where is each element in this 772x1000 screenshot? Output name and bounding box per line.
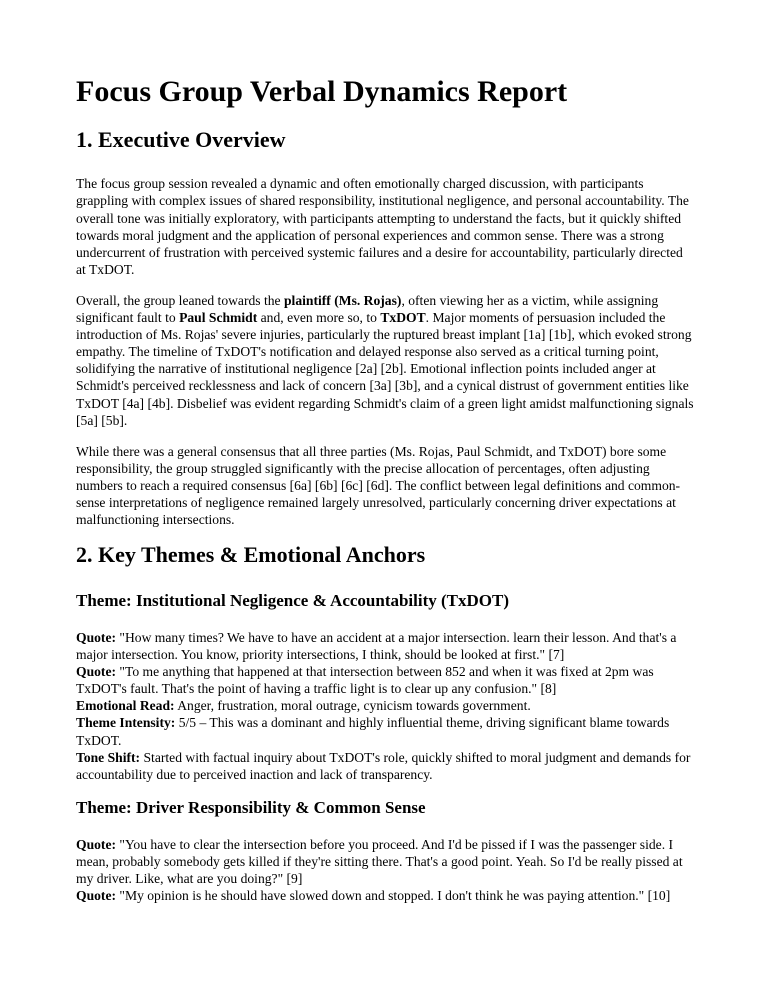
theme-heading-institutional-negligence: Theme: Institutional Negligence & Accountability (TxDOT) [76, 590, 510, 610]
quote-line [76, 836, 696, 887]
quote-label: Quote: [76, 629, 117, 645]
quote-text: "To me anything that happened at that intersection between 852 and when it was fixed at 2pm was TxDOT's fault. That's the point of having a traffic light is to clear up any confusion." [8] [76, 664, 654, 697]
quote-label: Quote: [76, 664, 117, 680]
theme-intensity-label: Theme Intensity: [76, 715, 176, 731]
bold-txdot: TxDOT [380, 310, 426, 326]
bold-paul-schmidt: Paul Schmidt [179, 310, 258, 326]
theme-intensity-text: 5/5 – This was a dominant and highly influential theme, driving significant blame towards TxDOT. [76, 715, 670, 748]
quote-line [76, 887, 696, 904]
tone-shift-text: Started with factual inquiry about TxDOT's role, quickly shifted to moral judgment and demands for accountability due to perceived inaction and lack of transparency. [76, 749, 691, 782]
emotional-read-text: Anger, frustration, moral outrage, cynicism towards government. [174, 698, 531, 714]
tone-shift-label: Tone Shift: [76, 749, 141, 765]
emotional-read-line [76, 697, 696, 714]
quote-text: "You have to clear the intersection before you proceed. And I'd be pissed if I was the passenger side. I mean, probably somebody gets killed if they're sitting there. That's a good point. Yeah. So I'd be really pissed at my driver. Like, what are you doing?" [9] [76, 837, 683, 887]
theme-details-driver-responsibility [76, 836, 696, 904]
emotional-read-label: Emotional Read: [76, 698, 175, 714]
section-heading-key-themes: 2. Key Themes & Emotional Anchors [76, 542, 426, 568]
bold-plaintiff: plaintiff (Ms. Rojas) [284, 292, 402, 308]
quote-label: Quote: [76, 837, 117, 853]
theme-intensity-line [76, 714, 696, 748]
quote-line [76, 663, 696, 697]
quote-text: "My opinion is he should have slowed down and stopped. I don't think he was paying attention." [10] [116, 888, 671, 904]
text-run: Overall, the group leaned towards the [76, 292, 284, 308]
quote-text: "How many times? We have to have an accident at a major intersection. learn their lesson. And that's a major intersection. You know, priority intersections, I think, should be looked at first." [7] [76, 629, 677, 663]
tone-shift-line [76, 749, 696, 783]
report-title: Focus Group Verbal Dynamics Report [76, 75, 568, 108]
overview-paragraph-3: While there was a general consensus that all three parties (Ms. Rojas, Paul Schmidt, and TxDOT) bore some responsibility, the group struggled significantly with the precise allocation of percentages, often adjusting numbers to reach a required consensus [6a] [6b] [6c] [6d]. The conflict between legal definitions and common-sense interpretations of negligence remained largely unresolved, particularly concerning driver expectations at malfunctioning intersections. [76, 443, 681, 528]
quote-label: Quote: [76, 888, 117, 904]
overview-paragraph-2 [76, 292, 696, 429]
text-run: . Major moments of persuasion included the introduction of Ms. Rojas' severe injuries, particularly the ruptured breast implant [1a] [1b], which evoked strong empathy. The timeline of TxDOT's notification and delayed response also served as a critical turning point, solidifying the narrative of institutional negligence [2a] [2b]. Emotional inflection points included anger at Schmidt's perceived recklessness and lack of concern [3a] [3b], and a cynical distrust of government entities like TxDOT [4a] [4b]. Disbelief was evident regarding Schmidt's claim of a green light amidst malfunctioning signals [5a] [5b]. [76, 310, 694, 428]
overview-paragraph-1: The focus group session revealed a dynamic and often emotionally charged discussion, with participants grappling with complex issues of shared responsibility, institutional negligence, and personal accountability. The overall tone was initially exploratory, with participants attempting to understand the facts, but it quickly shifted towards moral judgment and the application of personal experiences and common sense. There was a strong undercurrent of frustration with perceived systemic failures and a desire for accountability, particularly directed at TxDOT. [76, 176, 689, 277]
theme-heading-driver-responsibility: Theme: Driver Responsibility & Common Sense [76, 797, 426, 817]
theme-details-institutional-negligence [76, 629, 696, 783]
section-heading-executive-overview: 1. Executive Overview [76, 127, 286, 152]
quote-line [76, 629, 696, 663]
text-run: , often viewing her as a victim, while assigning significant fault to [76, 292, 659, 326]
text-run: and, even more so, to [257, 310, 381, 326]
